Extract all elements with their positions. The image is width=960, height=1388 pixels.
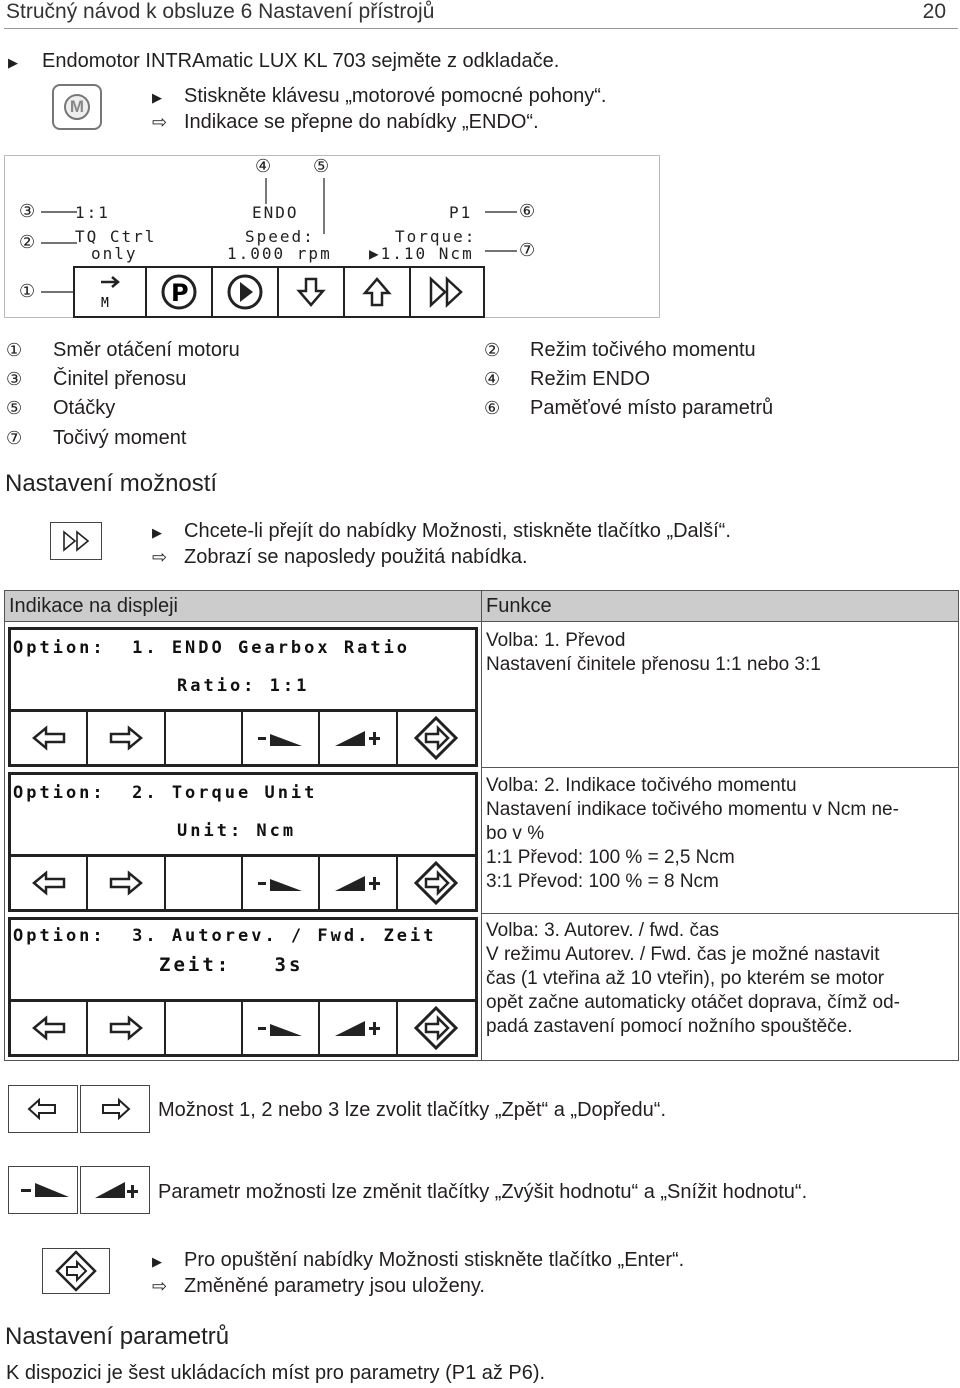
action-triangle-icon: ▶ — [152, 1254, 162, 1269]
legend-num: ⑥ — [484, 398, 501, 418]
motor-key-button[interactable] — [52, 84, 102, 130]
arrow-right-icon — [81, 1086, 149, 1132]
next-key-button[interactable] — [50, 522, 102, 560]
lcd-tq-ctrl: TQ Ctrl — [75, 227, 157, 246]
option-2-button-row — [8, 854, 478, 912]
lcd-speed-label: Speed: — [245, 227, 315, 246]
lcd-speed-value: 1.000 rpm — [227, 244, 332, 263]
legend-text: Paměťové místo parametrů — [530, 397, 774, 419]
legend-num: ① — [6, 340, 23, 360]
lcd-torque-value: ▶1.10 Ncm — [369, 244, 474, 263]
options-step — [152, 520, 731, 543]
legend-item-2 — [484, 339, 756, 362]
increase-ramp-icon — [333, 872, 383, 894]
enter-key-button[interactable] — [42, 1248, 110, 1294]
svg-text:M: M — [101, 296, 109, 310]
params-section-title: Nastavení parametrů — [5, 1323, 230, 1350]
endo-display-figure — [4, 155, 660, 318]
decrease-ramp-icon — [9, 1167, 77, 1213]
exit-result — [152, 1275, 485, 1298]
exit-step — [152, 1249, 684, 1272]
table-header-display: Indikace na displeji — [4, 590, 482, 622]
increase-button[interactable] — [320, 712, 397, 764]
intro-step-2-text: Stiskněte klávesu „motorové pomocné pohony“. — [184, 85, 607, 107]
options-result-text: Zobrazí se naposledy použitá nabídka. — [184, 546, 528, 568]
svg-text:P: P — [171, 279, 189, 307]
empty-key — [166, 857, 243, 909]
legend-text: Režim ENDO — [530, 368, 651, 390]
legend-text: Režim točivého momentu — [530, 339, 756, 361]
intro-step-1 — [8, 50, 559, 73]
decrease-button[interactable] — [243, 1002, 320, 1054]
back-button[interactable] — [11, 1002, 88, 1054]
option-3-button-row — [8, 999, 478, 1057]
decrease-ramp-icon — [256, 728, 306, 748]
options-section-title: Nastavení možností — [5, 470, 218, 497]
legend-text: Činitel přenosu — [53, 368, 187, 390]
params-text: K dispozici je šest ukládacích míst pro parametry (P1 až P6). — [6, 1362, 546, 1384]
legend-item-5 — [6, 397, 116, 420]
result-arrow-icon: ⇨ — [152, 1276, 168, 1296]
arrow-left-icon — [32, 870, 66, 896]
result-arrow-icon: ⇨ — [152, 547, 168, 567]
motor-direction-icon — [95, 274, 125, 310]
legend-text: Směr otáčení motoru — [53, 339, 240, 361]
enter-diamond-icon — [414, 716, 458, 760]
play-icon — [225, 272, 265, 312]
action-triangle-icon: ▶ — [152, 90, 162, 105]
motor-key-label: M — [64, 94, 90, 120]
legend-item-6 — [484, 397, 774, 420]
legend-item-4 — [484, 368, 651, 391]
action-triangle-icon: ▶ — [152, 525, 162, 540]
decrease-button[interactable] — [243, 857, 320, 909]
func-3-line-3: čas (1 vteřina až 10 vteřin), po kterém se motor — [486, 968, 885, 989]
callout-5: ⑤ — [313, 156, 330, 176]
arrow-left-icon — [32, 1015, 66, 1041]
arrow-left-icon — [9, 1086, 77, 1132]
forward-button[interactable] — [88, 712, 165, 764]
table-column-divider — [481, 621, 482, 1060]
result-arrow-icon: ⇨ — [152, 112, 168, 132]
adjust-note: Parametr možnosti lze změnit tlačítky „Zvýšit hodnotu“ a „Snížit hodnotu“. — [158, 1181, 808, 1203]
legend-text: Točivý moment — [53, 427, 187, 449]
decrease-ramp-icon — [256, 873, 306, 893]
table-row-divider — [481, 767, 959, 768]
direction-button[interactable] — [75, 268, 147, 316]
page-number: 20 — [922, 0, 946, 23]
action-triangle-icon: ▶ — [8, 55, 18, 70]
table-row-divider — [481, 913, 959, 914]
func-2-line-4: 1:1 Převod: 100 % = 2,5 Ncm — [486, 847, 735, 868]
play-button[interactable] — [213, 268, 279, 316]
lcd-only: only — [91, 244, 138, 263]
legend-num: ④ — [484, 369, 501, 389]
increase-button[interactable] — [320, 1002, 397, 1054]
intro-result-1 — [152, 111, 539, 134]
up-button[interactable] — [345, 268, 411, 316]
lcd-mode: ENDO — [252, 203, 299, 222]
back-button[interactable] — [11, 857, 88, 909]
func-2-line-1: Volba: 2. Indikace točivého momentu — [486, 775, 797, 796]
option-3-line-2: Zeit: 3s — [159, 954, 304, 976]
increase-key-button[interactable] — [80, 1166, 150, 1214]
options-step-text: Chcete-li přejít do nabídky Možnosti, stiskněte tlačítko „Další“. — [184, 520, 731, 542]
option-1-line-1: Option: 1. ENDO Gearbox Ratio — [13, 638, 411, 658]
callout-2: ② — [19, 232, 36, 252]
legend-num: ③ — [6, 369, 23, 389]
legend-item-7 — [6, 427, 187, 450]
empty-key — [166, 712, 243, 764]
arrow-right-icon — [109, 870, 143, 896]
legend-item-3 — [6, 368, 187, 391]
lcd-memory-slot: P1 — [449, 203, 473, 222]
display-button-row — [73, 266, 485, 318]
func-1-line-2: Nastavení činitele přenosu 1:1 nebo 3:1 — [486, 654, 821, 675]
double-chevron-right-icon — [427, 275, 467, 309]
legend-text: Otáčky — [53, 397, 116, 419]
page-header-title: Stručný návod k obsluze 6 Nastavení přístrojů — [6, 0, 435, 23]
decrease-ramp-icon — [256, 1018, 306, 1038]
callout-1: ① — [19, 281, 36, 301]
increase-button[interactable] — [320, 857, 397, 909]
func-3-line-4: opět začne automaticky otáčet doprava, čímž od- — [486, 992, 900, 1013]
enter-diamond-icon — [43, 1249, 109, 1293]
func-1-line-1: Volba: 1. Převod — [486, 630, 626, 651]
legend-num: ② — [484, 340, 501, 360]
intro-step-1-text: Endomotor INTRAmatic LUX KL 703 sejměte z odkladače. — [42, 50, 560, 72]
increase-ramp-icon — [81, 1167, 149, 1213]
next-button[interactable] — [411, 268, 483, 316]
legend-num: ⑤ — [6, 398, 23, 418]
option-2-line-1: Option: 2. Torque Unit — [13, 783, 318, 803]
arrow-up-icon — [362, 275, 392, 309]
empty-key — [166, 1002, 243, 1054]
enter-button[interactable] — [398, 712, 475, 764]
func-3-line-5: padá zastavení pomocí nožního spouštěče. — [486, 1016, 853, 1037]
lcd-ratio: 1:1 — [75, 203, 110, 222]
callout-4: ④ — [255, 156, 272, 176]
enter-button[interactable] — [398, 1002, 475, 1054]
callout-7: ⑦ — [519, 240, 536, 260]
program-button[interactable] — [147, 268, 213, 316]
arrow-right-icon — [109, 725, 143, 751]
program-p-icon — [159, 272, 199, 312]
option-1-button-row — [8, 709, 478, 767]
func-3-line-2: V režimu Autorev. / Fwd. čas je možné nastavit — [486, 944, 880, 965]
table-header-function: Funkce — [481, 590, 959, 622]
lcd-torque-label: Torque: — [395, 227, 477, 246]
option-3-line-1: Option: 3. Autorev. / Fwd. Zeit — [13, 926, 437, 946]
nav-note: Možnost 1, 2 nebo 3 lze zvolit tlačítky „Zpět“ a „Dopředu“. — [158, 1099, 666, 1121]
back-button[interactable] — [11, 712, 88, 764]
enter-diamond-icon — [414, 1006, 458, 1050]
exit-step-text: Pro opuštění nabídky Možnosti stiskněte tlačítko „Enter“. — [184, 1249, 685, 1271]
increase-ramp-icon — [333, 1017, 383, 1039]
func-2-line-3: bo v % — [486, 823, 545, 844]
options-result — [152, 546, 528, 569]
intro-result-1-text: Indikace se přepne do nabídky „ENDO“. — [184, 111, 539, 133]
intro-step-2 — [152, 85, 606, 108]
forward-key-button[interactable] — [80, 1085, 150, 1133]
decrease-key-button[interactable] — [8, 1166, 78, 1214]
forward-button[interactable] — [88, 1002, 165, 1054]
legend-item-1 — [6, 339, 240, 362]
callout-3: ③ — [19, 201, 36, 221]
header-divider — [4, 28, 958, 29]
double-chevron-right-icon — [51, 523, 101, 559]
arrow-right-icon — [109, 1015, 143, 1041]
option-1-line-2: Ratio: 1:1 — [177, 676, 310, 696]
option-2-line-2: Unit: Ncm — [177, 821, 297, 841]
legend-num: ⑦ — [6, 428, 23, 448]
down-button[interactable] — [279, 268, 345, 316]
enter-diamond-icon — [414, 861, 458, 905]
decrease-button[interactable] — [243, 712, 320, 764]
arrow-down-icon — [296, 275, 326, 309]
callout-6: ⑥ — [519, 201, 536, 221]
func-3-line-1: Volba: 3. Autorev. / fwd. čas — [486, 920, 720, 941]
arrow-left-icon — [32, 725, 66, 751]
increase-ramp-icon — [333, 727, 383, 749]
enter-button[interactable] — [398, 857, 475, 909]
func-2-line-5: 3:1 Převod: 100 % = 8 Ncm — [486, 871, 719, 892]
forward-button[interactable] — [88, 857, 165, 909]
exit-result-text: Změněné parametry jsou uloženy. — [184, 1275, 485, 1297]
back-key-button[interactable] — [8, 1085, 78, 1133]
func-2-line-2: Nastavení indikace točivého momentu v Ncm ne- — [486, 799, 899, 820]
